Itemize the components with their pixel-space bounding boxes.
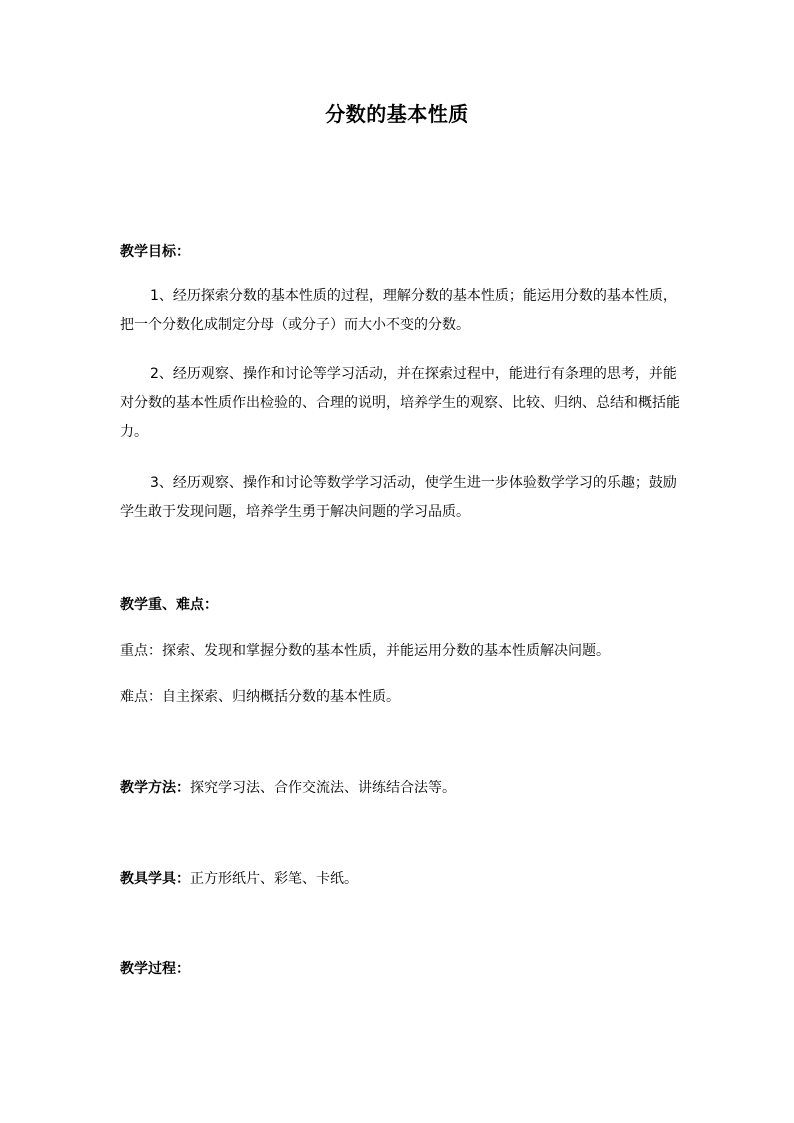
objective-item-2: 2、经历观察、操作和讨论等学习活动，并在探索过程中，能进行有条理的思考，并能对分数的基本性质作出检验的、合理的说明，培养学生的观察、比较、归纳、总结和概括能力。 [120,366,680,440]
tools-line [120,865,680,894]
key-point-text: 重点：探索、发现和掌握分数的基本性质，并能运用分数的基本性质解决问题。 [120,643,610,659]
methods-label: 教学方法： [120,780,190,796]
tools-text: 正方形纸片、彩笔、卡纸。 [190,871,358,887]
key-points-heading: 教学重、难点： [120,597,218,613]
difficult-point-text: 难点：自主探索、归纳概括分数的基本性质。 [120,689,400,705]
methods-text: 探究学习法、合作交流法、讲练结合法等。 [190,780,456,796]
document-title: 分数的基本性质 [325,102,469,126]
objectives-heading: 教学目标： [120,244,190,260]
tools-label: 教具学具： [120,871,190,887]
methods-line [120,774,680,803]
objective-item-3: 3、经历观察、操作和讨论等数学学习活动，使学生进一步体验数学学习的乐趣；鼓励学生敢于发现问题，培养学生勇于解决问题的学习品质。 [120,475,677,520]
objective-item-1: 1、经历探索分数的基本性质的过程，理解分数的基本性质；能运用分数的基本性质，把一个分数化成制定分母（或分子）而大小不变的分数。 [120,288,677,333]
process-heading: 教学过程： [120,961,190,977]
